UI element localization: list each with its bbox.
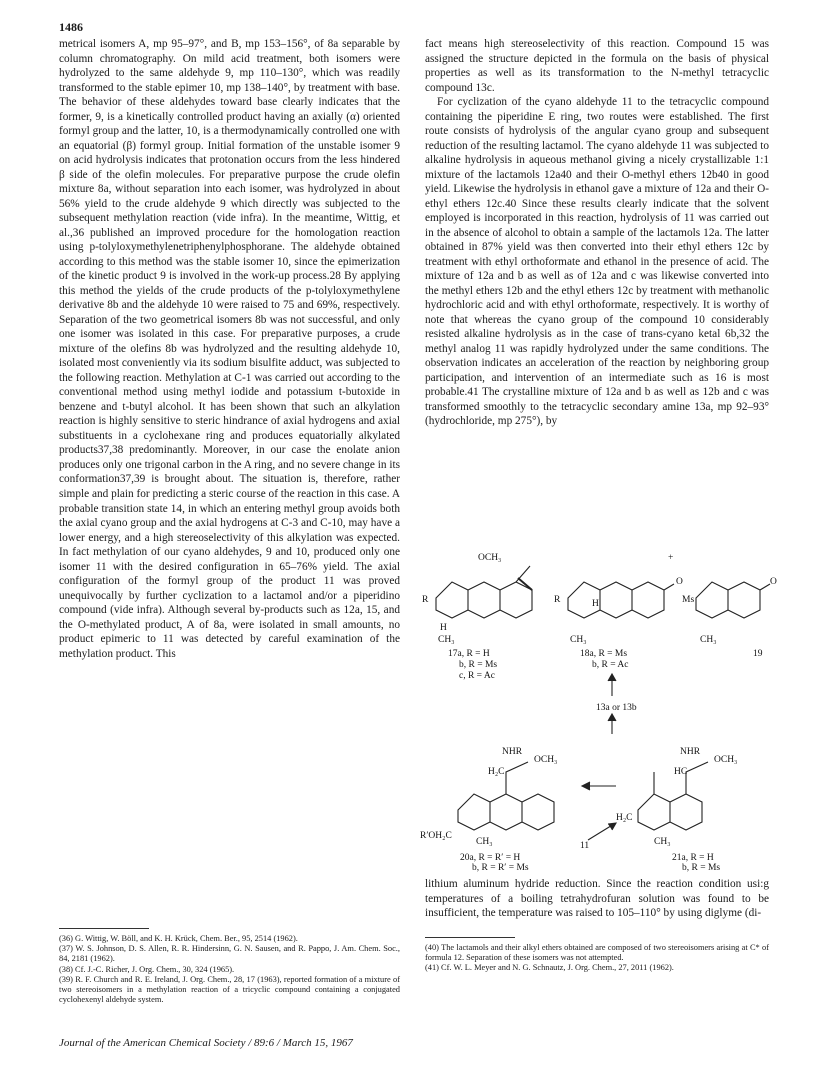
atom-label: H₂C bbox=[616, 813, 633, 823]
body-paragraph: lithium aluminum hydride reduction. Since the reaction condition usi:g temperatures of a boiling tetrahydrofuran solution was found to be insufficient, the temperature was raised to 105–110° by using diglyme (di- bbox=[425, 878, 769, 920]
body-paragraph: fact means high stereoselectivity of this reaction. Compound 15 was assigned the structure depicted in the formula on the basis of physical properties as well as its transformation to the N-methyl tetracyclic compound 13c. bbox=[425, 38, 769, 94]
right-column-top bbox=[425, 37, 769, 429]
body-paragraph: For cyclization of the cyano aldehyde 11 to the tetracyclic compound containing the piperidine E ring, two routes were established. The first route consists of hydrolysis of the angular cyano group and subsequent reduction of the resulting lactamol. The cyano aldehyde 11 was subjected to alkaline hydrolysis in aqueous methanol giving a nicely crystallizable 1:1 mixture of the lactamols 12a40 and their O-methyl ethers 12b40 in good yield. Likewise the hydrolysis in ethanol gave a mixture of 12a and their O-ethyl ethers 12c.40 Since these results clearly indicate that the solvent employed is incorporated in this reaction, hydrolysis of 11 was carried out in the absence of alcohol to obtain a sample of the lactamols 12a. The latter obtained in 87% yield was then converted into their ethyl ethers 12c by treatment with ethyl orthoformate and ethanol in the presence of acid. The mixture of 12a and b as well as of 12a and c was likewise converted into the methyl ethers 12b and the ethyl ethers 12c by treatment with methanolic hydrochloric acid and with ethyl orthoformate, respectively. It is worthy of note that whereas the cyano group of the compound 10 considerably resisted alkaline hydrolysis as in the case of trans-cyano ketal 6b,32 the methyl analog 11 was rapidly hydrolyzed under the same conditions. The observation indicates an acceleration of the reaction by neighboring group participation, and intervention of an intermediate such as 16 is most probable.41 The crystalline mixture of 12a and b as well as 12b and c was transformed smoothly to the tetracyclic secondary amine 13a, mp 92–93° (hydrochloride, mp 275°), by bbox=[425, 96, 769, 428]
reagent-label: 13a or 13b bbox=[596, 703, 637, 713]
footnote: (39) R. F. Church and R. E. Ireland, J. Org. Chem., 28, 17 (1963), reported formation of a mixture of two stereoisomers in a methylation reaction of a tricyclic compound containing a conjugated cyclohexenyl aldehyde system. bbox=[59, 974, 400, 1005]
compound-label: 21a, R = H bbox=[672, 853, 714, 863]
footnote-rule bbox=[59, 928, 149, 929]
atom-label: R bbox=[422, 595, 429, 605]
footnote: (41) Cf. W. L. Meyer and N. G. Schnautz, J. Org. Chem., 27, 2011 (1962). bbox=[425, 963, 674, 973]
structure-21 bbox=[638, 762, 708, 830]
atom-label: NHR bbox=[680, 747, 701, 757]
atom-label: H bbox=[440, 623, 447, 633]
body-paragraph: metrical isomers A, mp 95–97°, and B, mp 153–156°, of 8a separable by column chromatography. On mild acid treatment, both isomers were hydrolyzed to the same aldehyde 9, mp 110–130°, which was readily transformed to the stable epimer 10, mp 138–140°, by treatment with base. The behavior of these aldehydes toward base clearly indicates that the former, 9, is a kinetically controlled product having an axially (α) oriented formyl group and the latter, 10, is a thermodynamically controlled one with an equatorial (β) formyl group. Initial formation of the unstable isomer 9 on acid hydrolysis indicates that protonation occurs from the less hindered β side of the olefin molecules. For preparative purpose the crude olefin mixture 8a, without separation into each isomer, was hydrolyzed in about 56% yield to the crude aldehyde 9 which directly was subjected to the subsequent methylation reaction (vide infra). In the meantime, Wittig, et al.,36 published an improved procedure for the homologation reaction using p-tolyloxymethylenetriphenylphosphorane. The aldehyde obtained according to this method was the stable isomer 10, since the epimerization of the kinetic product 9 is involved in the work-up process.28 By applying this method the yields of the crude products of the p-tolyloxymethylene derivative 8b and the aldehyde 10 were raised to 75 and 69%, respectively. Separation of the two geometrical isomers 8b was not successful, and only one isomer was isolated in this case. For preparative purposes, a crude mixture of the olefins 8b was hydrolyzed and the resulting aldehyde 10, isolated most conveniently via its sodium bisulfite adduct, was subjected to the following reaction. Methylation at C-1 was carried out according to the conventional method using methyl iodide and potassium t-butoxide in benzene and t-butyl alcohol. It has been shown that such an alkylation reaction is highly sensitive to steric hindrance of axial hydrogens and axial substituents in a cyclohexane ring and produces equatorially alkylated products37,38 predominantly. Moreover, in our case the enolate anion produces only one trigonal carbon in the A ring, and no severe change in its conformation37,39 is brought about. The situation is, therefore, rather simple and plain for predicting a steric course of the reaction in this case. A probable transition state 14, in which an entering methyl group avoids both the axial cyano group and the axial hydrogens at C-3 and C-10, may have a lower energy, and a high stereoselectivity of this alkylation was expected. In fact methylation of our cyano aldehydes, 9 and 10, produced only one isomer 11 with the desired configuration in 65–76% yield. The axial configuration of the formyl group of the product 11 was proved unequivocally by further cyclization to a lactamol and/or a piperidino compound (vide infra). Although several by-products such as 12a, 15, and the O-methylated product, A of 8a, were isolated in small amounts, no product epimeric to 11 was detected by careful examination of the methylation product. This bbox=[59, 38, 401, 660]
atom-label: NHR bbox=[502, 747, 523, 757]
footnote: (40) The lactamols and their alkyl ethers obtained are composed of two stereoisomers arising at C* of formula 12. Separation of these isomers was not attempted. bbox=[425, 943, 769, 963]
atom-label: CH₃ bbox=[570, 635, 587, 645]
atom-label: H bbox=[592, 599, 599, 609]
compound-label: 17a, R = H bbox=[448, 649, 490, 659]
footnote: (36) G. Wittig, W. Böll, and K. H. Krück, Chem. Ber., 95, 2514 (1962). bbox=[59, 934, 298, 943]
compound-label: 11 bbox=[580, 841, 590, 851]
footnote: (38) Cf. J.-C. Richer, J. Org. Chem., 30, 324 (1965). bbox=[59, 964, 235, 974]
journal-footer: Journal of the American Chemical Society / 89:6 / March 15, 1967 bbox=[59, 1037, 353, 1049]
atom-label: OCH₃ bbox=[714, 755, 738, 765]
atom-label: H₂C bbox=[488, 767, 505, 777]
atom-label: O bbox=[770, 577, 777, 587]
reaction-scheme bbox=[418, 548, 778, 873]
compound-label: c, R = Ac bbox=[459, 671, 495, 681]
footnote: (37) W. S. Johnson, D. S. Allen, R. R. Hindersinn, G. N. Sausen, and R. Pappo, J. Am. Chem. Soc., 84, 2181 (1962). bbox=[59, 944, 400, 964]
compound-label: b, R = Ms bbox=[459, 660, 498, 670]
compound-label: 18a, R = Ms bbox=[580, 649, 628, 659]
structure-18 bbox=[568, 582, 674, 618]
compound-label: 20a, R = R′ = H bbox=[460, 853, 521, 863]
footnotes-left bbox=[59, 934, 400, 1005]
atom-label: R′OH₂C bbox=[420, 831, 452, 841]
structure-20 bbox=[458, 762, 554, 830]
atom-label: CH₃ bbox=[438, 635, 455, 645]
atom-label: O bbox=[676, 577, 683, 587]
compound-label: 19 bbox=[753, 649, 763, 659]
structure-19 bbox=[696, 582, 770, 618]
page-number: 1486 bbox=[59, 20, 83, 34]
left-column bbox=[59, 37, 400, 661]
footnotes-right bbox=[425, 943, 769, 974]
footnote-rule bbox=[425, 937, 515, 938]
atom-label: OCH₃ bbox=[534, 755, 558, 765]
atom-label: R bbox=[554, 595, 561, 605]
atom-label: CH₃ bbox=[700, 635, 717, 645]
compound-label: b, R = Ac bbox=[592, 660, 629, 670]
atom-label: Ms bbox=[682, 595, 695, 605]
atom-label: OCH₃ bbox=[478, 553, 502, 563]
atom-label: HC bbox=[674, 767, 688, 777]
compound-label: b, R = R′ = Ms bbox=[472, 863, 529, 873]
compound-label: b, R = Ms bbox=[682, 863, 721, 873]
atom-label: CH₃ bbox=[476, 837, 493, 847]
atom-label: + bbox=[668, 553, 674, 563]
atom-label: CH₃ bbox=[654, 837, 671, 847]
structure-17 bbox=[436, 566, 532, 618]
right-column-bottom bbox=[425, 877, 769, 921]
